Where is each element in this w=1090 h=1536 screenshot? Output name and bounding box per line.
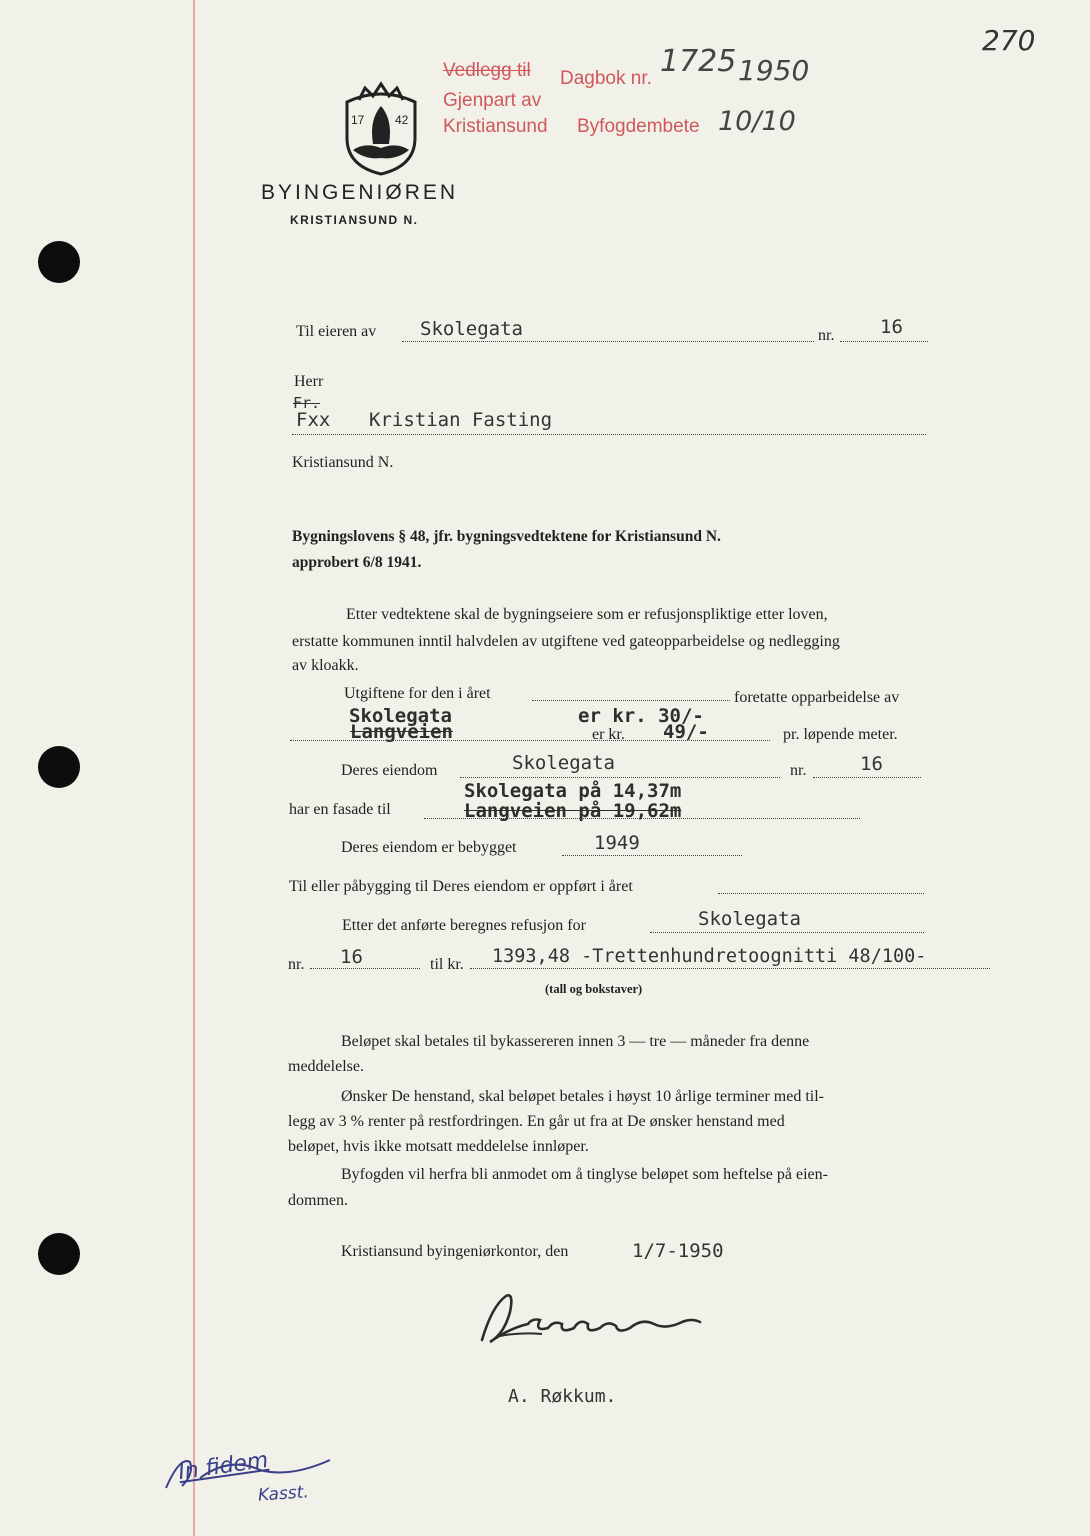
expense-field-line [290,740,770,741]
name-prefix: Fxx [296,409,331,431]
para3-line3: beløpet, hvis ikke motsatt meddelelse innløper. [288,1138,589,1155]
stamp-dagbok-number: 1725 [660,44,737,79]
refund-amount: 1393,48 -Trettenhundretoognitti 48/100- [492,946,927,967]
refund-street-line [650,932,924,933]
para3-line1: Ønsker De henstand, skal beløpet betales i høyst 10 årlige terminer med til- [341,1088,824,1105]
facade-a: Skolegata på 14,37m [464,780,682,802]
property-nr-label: nr. [790,762,807,779]
expense-cost-a: er kr. 30/- [578,705,704,727]
stamp-dagbok-label: Dagbok nr. [560,68,652,89]
stamp-line1: Vedlegg til [443,60,531,81]
punch-hole [38,1233,80,1275]
addressee-street: Skolegata [420,318,523,340]
built-field-line [562,855,742,856]
year-field-line [532,700,730,701]
refund-label: Etter det anførte beregnes refusjon for [342,917,586,934]
addressee-name: Kristian Fasting [369,409,553,431]
expense-cost-label-b: er kr. [592,726,625,743]
punch-hole [38,241,80,283]
expenses-label: Utgiftene for den i året [344,685,491,702]
property-label: Deres eiendom [341,762,438,779]
para2-line2: meddelelse. [288,1058,364,1075]
to-owner-label: Til eieren av [296,323,377,340]
number-field-line [840,341,928,342]
addressee-city: Kristiansund N. [292,454,394,471]
stamp-line3a: Kristiansund [443,116,548,137]
property-street: Skolegata [512,752,615,774]
facade-label: har en fasade til [289,801,391,818]
refund-nr-line [310,968,420,969]
page-number: 270 [982,24,1036,57]
marginal-note-line2: Kasst. [257,1482,310,1506]
legal-ref-line2: approbert 6/8 1941. [292,554,422,571]
para2-line1: Beløpet skal betales til bykassereren innen 3 — tre — måneder fra denne [341,1033,810,1050]
built-year: 1949 [594,832,640,854]
addressee-number: 16 [880,316,903,338]
para1-line3: av kloakk. [292,657,359,674]
letterhead-title: BYINGENIØREN [261,181,459,204]
per-meter-label: pr. løpende meter. [783,726,898,743]
salutation: Herr [294,373,324,390]
expense-street-a: Skolegata [349,705,452,727]
stamp-line3b: Byfogdembete [577,116,700,137]
extension-field-line [718,893,924,894]
street-field-line [402,341,814,342]
built-label: Deres eiendom er bebygget [341,839,517,856]
name-field-line [292,434,926,435]
refund-nr: 16 [340,946,363,968]
extension-label: Til eller påbygging til Deres eiendom er oppført i året [289,878,633,895]
para4-line2: dommen. [288,1192,348,1209]
salutation-x: Fr. [293,394,321,412]
para1-line1: Etter vedtektene skal de bygningseiere som er refusjonspliktige etter loven, [346,606,828,623]
property-nr-line [813,777,921,778]
signature-icon [470,1288,710,1358]
facade-b: Langveien på 19,62m [464,800,682,822]
margin-rule [193,0,195,1536]
emblem-year-right: 42 [395,113,409,127]
emblem-year-left: 17 [351,113,365,127]
stamp-line2: Gjenpart av [443,90,542,111]
addressee-nr-label: nr. [818,327,835,344]
closing-place-label: Kristiansund byingeniørkontor, den [341,1243,569,1260]
stamp-date-hand: 10/10 [718,106,796,137]
property-nr: 16 [860,753,883,775]
stamp-year: 1950 [738,54,810,87]
city-emblem-icon [335,80,427,176]
expense-cost-b: 49/- [663,721,709,743]
para4-line1: Byfogden vil herfra bli anmodet om å tinglyse beløpet som heftelse på eien- [341,1166,828,1183]
para1-line2: erstatte kommunen inntil halvdelen av utgiftene ved gateopparbeidelse og nedlegging [292,633,840,650]
refund-amount-label: til kr. [430,956,464,973]
expenses-suffix: foretatte opparbeidelse av [734,689,900,706]
facade-field-line [424,818,860,819]
closing-date: 1/7-1950 [632,1240,724,1262]
refund-nr-label: nr. [288,956,305,973]
letterhead-subtitle: KRISTIANSUND N. [290,213,419,227]
para3-line2: legg av 3 % renter på restfordringen. En går ut fra at De ønsker henstand med [288,1113,785,1130]
amount-caption: (tall og bokstaver) [545,982,643,996]
refund-amount-line [470,968,990,969]
property-field-line [460,777,780,778]
punch-hole [38,746,80,788]
expense-street-b: Langveien [350,721,453,743]
legal-ref-line1: Bygningslovens § 48, jfr. bygningsvedtektene for Kristiansund N. [292,528,721,545]
refund-street: Skolegata [698,908,801,930]
signer-name: A. Røkkum. [508,1386,617,1407]
marginal-note-line1: In fidem [176,1447,270,1486]
marginal-flourish-icon [160,1448,340,1498]
